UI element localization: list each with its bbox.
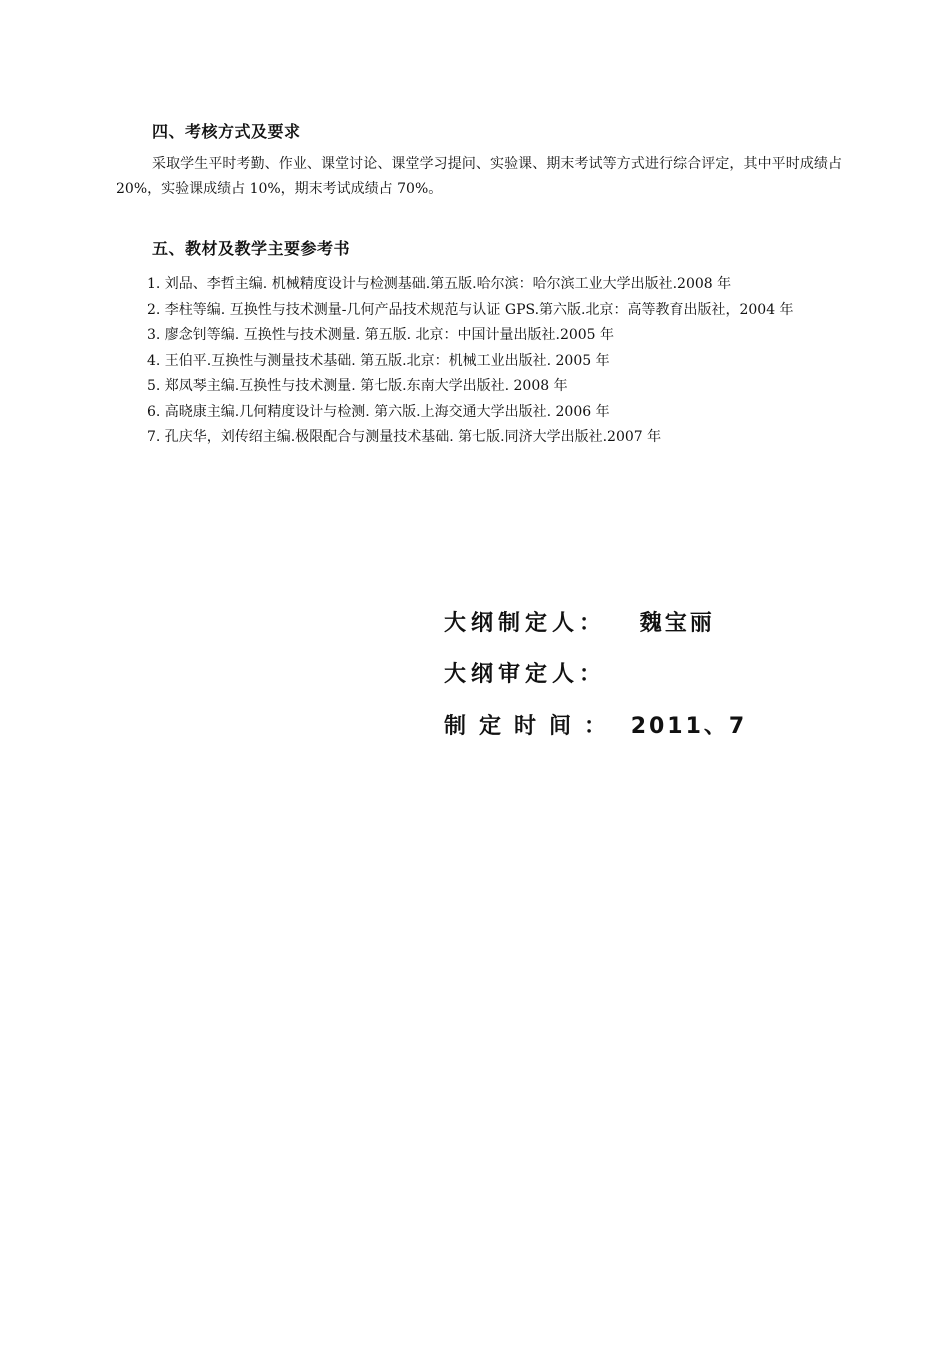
section-4-heading: 四、考核方式及要求 bbox=[152, 122, 301, 141]
reference-list bbox=[116, 272, 842, 451]
maker-name: 魏宝丽 bbox=[639, 611, 715, 636]
reference-item: 7. 孔庆华，刘传绍主编.极限配合与测量技术基础. 第七版.同济大学出版社.2007 年 bbox=[147, 429, 662, 445]
date-label: 制定时间： bbox=[444, 714, 620, 739]
reference-item: 1. 刘品、李哲主编. 机械精度设计与检测基础.第五版.哈尔滨：哈尔滨工业大学出版社.2008 年 bbox=[147, 276, 732, 292]
maker-line bbox=[444, 606, 715, 637]
reviewer-label: 大纲审定人： bbox=[444, 662, 607, 687]
date-value: 2011、7 bbox=[630, 714, 748, 739]
reference-item: 4. 王伯平.互换性与测量技术基础. 第五版.北京：机械工业出版社. 2005 年 bbox=[147, 352, 610, 369]
reference-item: 2. 李柱等编. 互换性与技术测量-几何产品技术规范与认证 GPS.第六版.北京：高等教育出版社，2004 年 bbox=[147, 301, 794, 318]
section-5-heading: 五、教材及教学主要参考书 bbox=[152, 239, 351, 258]
reviewer-line bbox=[444, 657, 614, 688]
date-line bbox=[444, 709, 747, 740]
reference-item: 6. 高晓康主编.几何精度设计与检测. 第六版.上海交通大学出版社. 2006 年 bbox=[147, 403, 610, 420]
reference-item: 3. 廖念钊等编. 互换性与技术测量. 第五版. 北京：中国计量出版社.2005 年 bbox=[147, 327, 615, 343]
maker-label: 大纲制定人： bbox=[444, 611, 607, 636]
section-4-text: 采取学生平时考勤、作业、课堂讨论、课堂学习提问、实验课、期末考试等方式进行综合评定，其中平时成绩占 20%，实验课成绩占 10%，期末考试成绩占 70%。 bbox=[116, 156, 842, 197]
reference-item: 5. 郑凤琴主编.互换性与技术测量. 第七版.东南大学出版社. 2008 年 bbox=[147, 378, 568, 394]
